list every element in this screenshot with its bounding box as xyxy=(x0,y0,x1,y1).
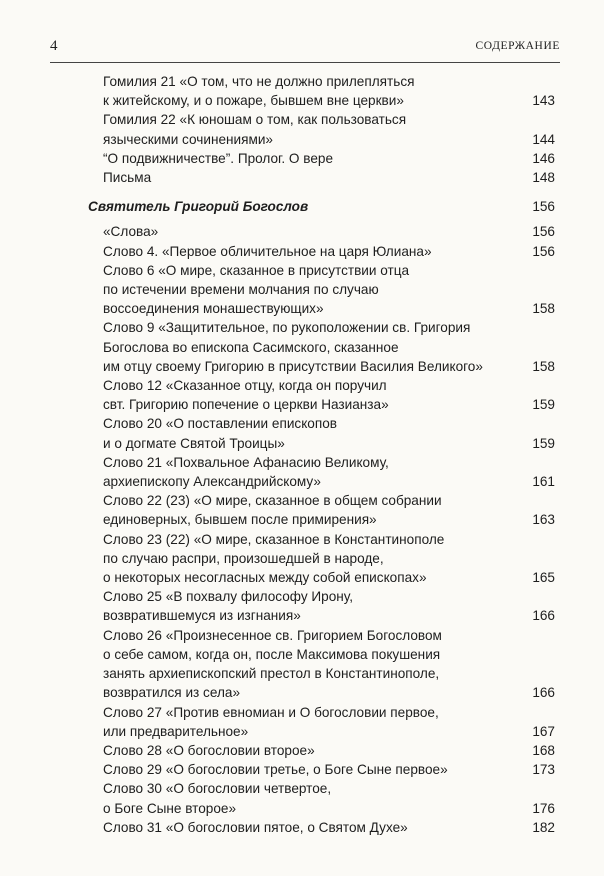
toc-entry-line: к житейскому, и о пожаре, бывшем вне церкви» xyxy=(103,93,404,109)
toc-page-number: 146 xyxy=(532,150,555,166)
toc-page-number: 182 xyxy=(532,819,555,835)
toc-entry-line: по случаю распри, произошедшей в народе, xyxy=(103,550,384,566)
header-rule xyxy=(50,62,560,63)
toc-entry-line: Богослова во епископа Сасимского, сказанное xyxy=(103,339,399,355)
toc-entry-line: Слово 4. «Первое обличительное на царя Юлиана» xyxy=(103,243,432,259)
toc-page-number: 148 xyxy=(532,170,555,186)
toc-entry xyxy=(50,587,555,625)
toc-entry-line: единоверных, бывшем после примирения» xyxy=(103,512,377,528)
toc-entry xyxy=(50,414,555,452)
toc-entry xyxy=(50,741,555,760)
toc-entry-line: языческими сочинениями» xyxy=(103,131,273,147)
toc-entry xyxy=(50,626,555,703)
toc-entry-line: Слово 27 «Против евномиан и О богословии первое, xyxy=(103,704,439,720)
page-number: 4 xyxy=(50,38,58,54)
toc-page-number: 156 xyxy=(532,199,555,215)
toc-page-number: 176 xyxy=(532,800,555,816)
toc-page-number: 159 xyxy=(532,435,555,451)
toc-entry-line: о себе самом, когда он, после Максимова покушения xyxy=(103,646,441,662)
toc-page-number: 156 xyxy=(532,224,555,240)
toc-entry-line: или предварительное» xyxy=(103,723,249,739)
toc-entry-line: Слово 20 «О поставлении епископов xyxy=(103,416,338,432)
toc-entry xyxy=(50,530,555,588)
toc-entry-line: и о догмате Святой Троицы» xyxy=(103,435,285,451)
toc-entry-line: Слово 6 «О мире, сказанное в присутствии отца xyxy=(103,262,410,278)
toc-page-number: 165 xyxy=(532,570,555,586)
toc-page-number: 173 xyxy=(532,762,555,778)
toc-entry xyxy=(50,453,555,491)
toc-entry-line: Слово 22 (23) «О мире, сказанное в общем собрании xyxy=(103,493,442,509)
toc-entry-line: занять архиепископский престол в Константинополе, xyxy=(103,666,440,682)
toc-entry-line: им отцу своему Григорию в присутствии Василия Великого» xyxy=(103,358,483,374)
toc-entry xyxy=(50,72,555,110)
toc-entry-line: Слово 26 «Произнесенное св. Григорием Богословом xyxy=(103,627,442,643)
toc-entry-line: Письма xyxy=(103,170,152,186)
toc-entry xyxy=(50,779,555,817)
toc-entry xyxy=(50,242,555,261)
toc-entry-line: «Слова» xyxy=(103,224,159,240)
toc-page-number: 144 xyxy=(532,131,555,147)
toc-entry-line: Слово 28 «О богословии второе» xyxy=(103,742,315,758)
page-header xyxy=(50,38,560,60)
toc-entry-line: Слово 21 «Похвальное Афанасию Великому, xyxy=(103,454,389,470)
toc-entry-line: Слово 31 «О богословии пятое, о Святом Духе» xyxy=(103,819,408,835)
table-of-contents xyxy=(50,72,555,837)
toc-page-number: 143 xyxy=(532,93,555,109)
toc-entry xyxy=(50,818,555,837)
toc-page-number: 159 xyxy=(532,397,555,413)
toc-page-number: 158 xyxy=(532,358,555,374)
toc-entry xyxy=(50,491,555,529)
toc-page-number: 163 xyxy=(532,512,555,528)
toc-entry-line: о Боге Сыне второе» xyxy=(103,800,237,816)
toc-entry xyxy=(50,703,555,741)
toc-entry-line: Гомилия 22 «К юношам о том, как пользоваться xyxy=(103,112,407,128)
toc-page-number: 161 xyxy=(532,474,555,490)
toc-entry-line: о некоторых несогласных между собой епископах» xyxy=(103,570,427,586)
toc-entry xyxy=(50,149,555,168)
toc-entry-line: Слово 29 «О богословии третье, о Боге Сыне первое» xyxy=(103,762,448,778)
toc-page-number: 158 xyxy=(532,301,555,317)
toc-page-number: 168 xyxy=(532,742,555,758)
toc-entry xyxy=(50,222,555,241)
toc-page-number: 166 xyxy=(532,685,555,701)
toc-section-heading xyxy=(50,197,555,216)
toc-entry-line: “О подвижничестве”. Пролог. О вере xyxy=(103,150,334,166)
toc-entry xyxy=(50,376,555,414)
toc-entry-line: возвратившемуся из изгнания» xyxy=(103,608,301,624)
toc-entry xyxy=(50,261,555,319)
toc-entry-line: Гомилия 21 «О том, что не должно прилепляться xyxy=(103,74,415,89)
toc-entry-line: по истечении времени молчания по случаю xyxy=(103,282,379,298)
toc-entry-line: архиепископу Александрийскому» xyxy=(103,474,321,490)
toc-entry-line: воссоединения монашествующих» xyxy=(103,301,324,317)
toc-entry xyxy=(50,168,555,187)
toc-entry-line: Слово 25 «В похвалу философу Ирону, xyxy=(103,589,354,605)
running-head: СОДЕРЖАНИЕ xyxy=(475,40,560,52)
toc-page-number: 166 xyxy=(532,608,555,624)
toc-entry xyxy=(50,318,555,376)
toc-entry xyxy=(50,760,555,779)
toc-entry xyxy=(50,110,555,148)
toc-page-number: 156 xyxy=(532,243,555,259)
toc-entry-line: возвратился из села» xyxy=(103,685,240,701)
toc-entry-line: Слово 30 «О богословии четвертое, xyxy=(103,781,332,797)
toc-page-number: 167 xyxy=(532,723,555,739)
toc-entry-line: Слово 9 «Защитительное, по рукоположении св. Григория xyxy=(103,320,471,336)
toc-entry-line: Слово 23 (22) «О мире, сказанное в Константинополе xyxy=(103,531,445,547)
toc-entry-line: Святитель Григорий Богослов xyxy=(88,199,309,215)
toc-entry-line: Слово 12 «Сказанное отцу, когда он поручил xyxy=(103,378,387,394)
toc-entry-line: свт. Григорию попечение о церкви Назианза» xyxy=(103,397,389,413)
